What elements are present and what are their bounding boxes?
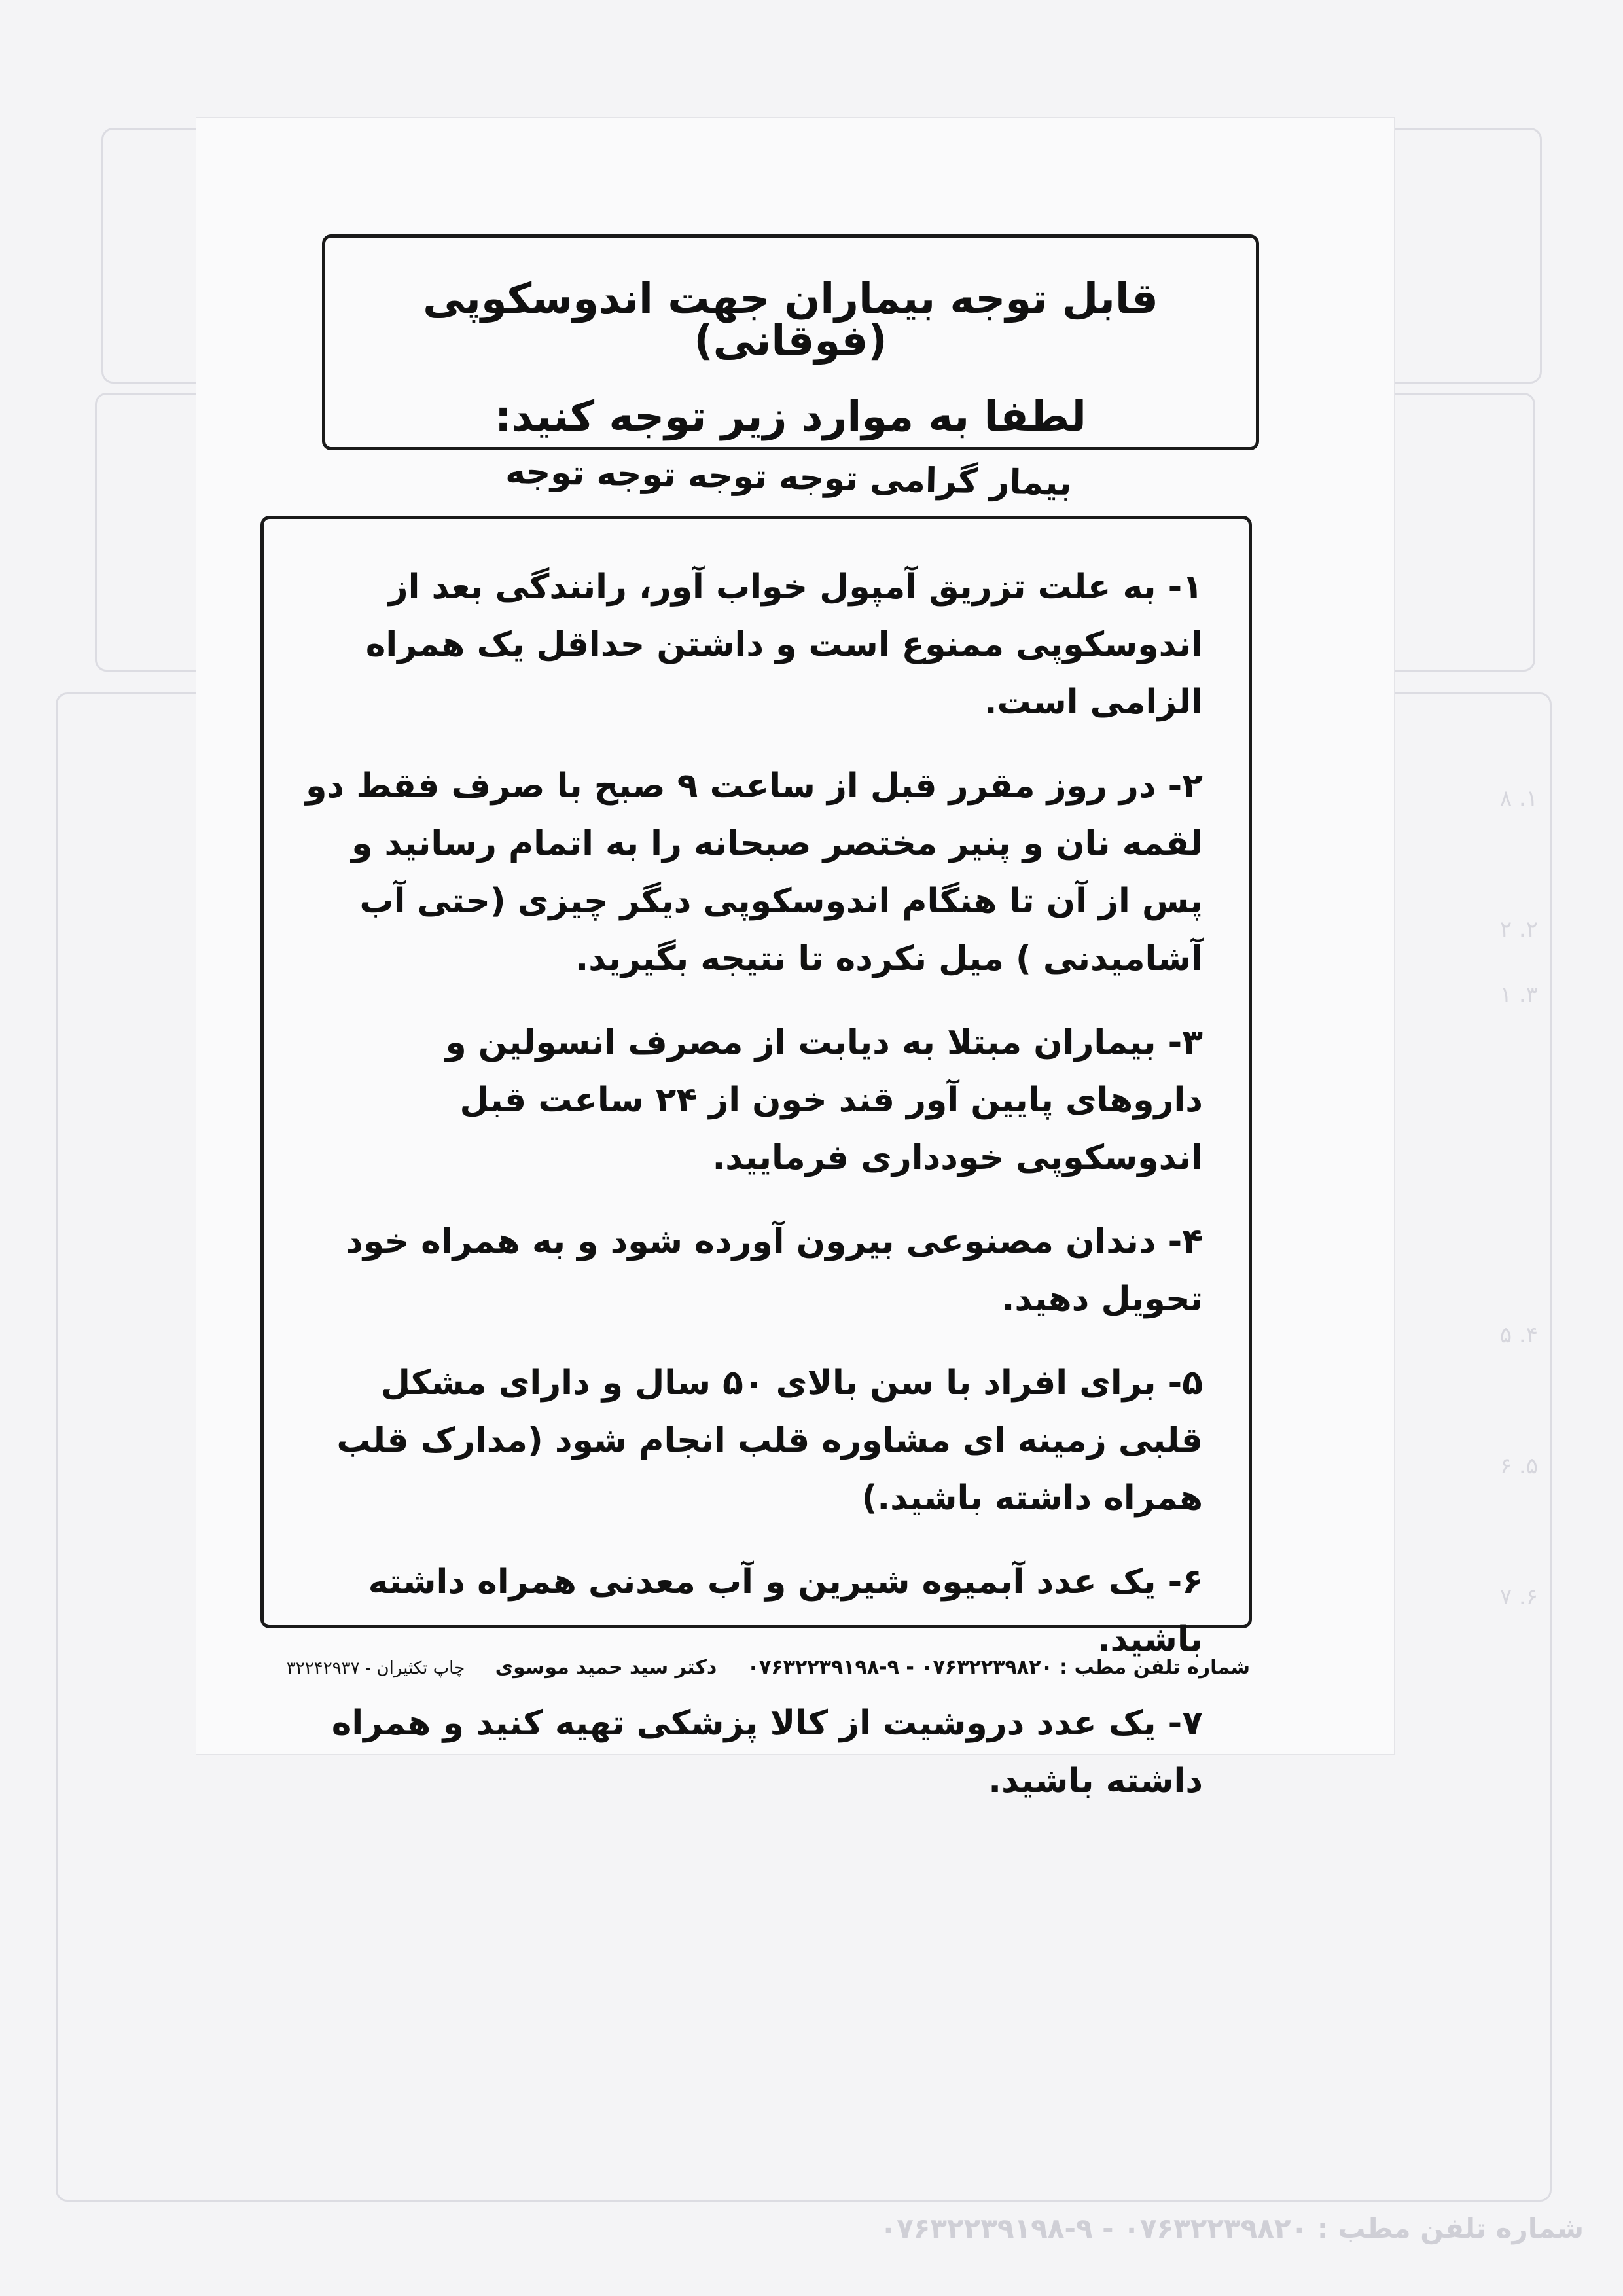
background-line: ۶. ۷ bbox=[1499, 1584, 1538, 1610]
flyer-footer bbox=[255, 1656, 1250, 1679]
instruction-item-7: ۷- یک عدد دروشیت از کالا پزشکی تهیه کنید و همراه داشته باشید. bbox=[331, 1704, 1203, 1801]
background-line: ۵. ۶ bbox=[1499, 1453, 1538, 1479]
instruction-item-3: ۳- بیماران مبتلا به دیابت از مصرف انسولین و داروهای پایین آور قند خون از ۲۴ ساعت قبل اندوسکوپی خودداری فرمایید. bbox=[445, 1023, 1203, 1177]
instruction-item-2: ۲- در روز مقرر قبل از ساعت ۹ صبح با صرف فقط دو لقمه نان و پنیر مختصر صبحانه را به اتمام رسانید و پس از آن تا هنگام اندوسکوپی دیگر چیزی (حتی آب آشامیدنی ) میل نکرده تا نتیجه بگیرید. bbox=[306, 766, 1203, 978]
doctor-name: دکتر سید حمید موسوی bbox=[495, 1656, 717, 1679]
clinic-phone: شماره تلفن مطب : ۰۷۶۳۲۲۳۹۸۲۰ - ۹-۰۷۶۳۲۲۳۹۱۹۸ bbox=[747, 1656, 1250, 1679]
print-shop: چاپ تکثیران - ۳۲۲۴۲۹۳۷ bbox=[286, 1659, 465, 1678]
background-line: ۱. ۸ bbox=[1499, 785, 1538, 812]
instruction-item-5: ۵- برای افراد با سن بالای ۵۰ سال و دارای مشکل قلبی زمینه ای مشاوره قلب انجام شود (مدارک قلب همراه داشته باشید.) bbox=[336, 1363, 1203, 1518]
background-line: ۳. ۱ bbox=[1499, 982, 1538, 1008]
background-line: ۴. ۵ bbox=[1499, 1322, 1538, 1348]
instruction-item-4: ۴- دندان مصنوعی بیرون آورده شود و به همراه خود تحویل دهید. bbox=[346, 1222, 1203, 1319]
title-line-2: لطفا به موارد زیر توجه کنید: bbox=[495, 393, 1086, 441]
instruction-item-1: ۱- به علت تزریق آمپول خواب آور، رانندگی بعد از اندوسکوپی ممنوع است و داشتن حداقل یک همراه الزامی است. bbox=[365, 567, 1203, 722]
attention-banner: بیمار گرامی توجه توجه توجه توجه bbox=[505, 452, 1073, 504]
title-line-1: قابل توجه بیماران جهت اندوسکوپی (فوقانی) bbox=[423, 275, 1158, 365]
title-box bbox=[322, 234, 1259, 450]
instruction-item-6: ۶- یک عدد آبمیوه شیرین و آب معدنی همراه داشته باشید. bbox=[368, 1562, 1203, 1659]
background-line: ۲. ۲ bbox=[1499, 916, 1538, 942]
background-footer: شماره تلفن مطب : ۰۷۶۳۲۲۳۹۸۲۰ - ۹-۰۷۶۳۲۲۳۹۱۹۸ bbox=[880, 2212, 1584, 2244]
